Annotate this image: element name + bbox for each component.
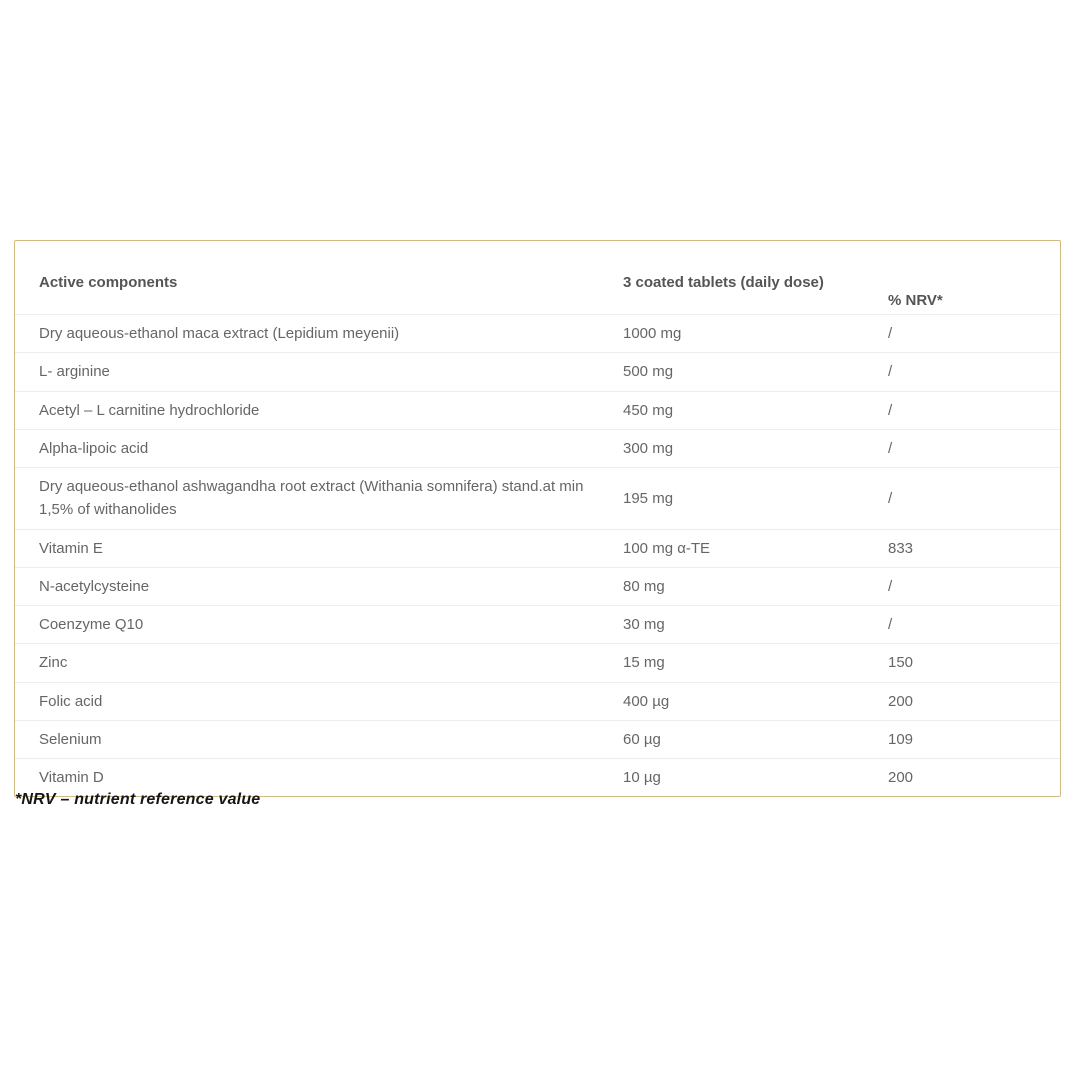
table-row [15,391,1060,429]
nrv-cell: 200 [888,769,914,786]
amount-cell: 10 µg [623,769,661,786]
amount-cell: 15 mg [623,654,665,672]
component-cell: L- arginine [39,363,110,381]
amount-cell: 60 µg [623,730,661,748]
component-cell: Vitamin D [39,769,104,786]
nrv-cell: / [888,439,893,457]
table-body [15,314,1060,796]
amount-cell: 100 mg α-TE [623,539,711,557]
table-row [15,720,1060,758]
amount-cell: 30 mg [623,616,665,633]
component-cell: Acetyl – L carnitine hydrochloride [39,401,260,419]
supplement-table [14,240,1061,797]
component-cell: Zinc [39,654,68,672]
table-row [15,643,1060,681]
header-active-components: Active components [39,274,178,291]
component-cell: Dry aqueous-ethanol ashwagandha root extract (Withania somnifera) stand.at min 1,5% of withanolides [39,478,584,519]
table-row [15,467,1060,529]
amount-cell: 300 mg [623,439,674,457]
nrv-cell: 150 [888,654,914,672]
nrv-cell: / [888,577,893,595]
nrv-cell: / [888,363,893,381]
amount-cell: 80 mg [623,577,665,595]
table-row [15,352,1060,390]
amount-cell: 1000 mg [623,325,682,342]
amount-cell: 500 mg [623,363,674,381]
nrv-cell: 200 [888,692,914,710]
table-row [15,682,1060,720]
header-daily-dose: 3 coated tablets (daily dose) [623,274,824,291]
nrv-cell: 833 [888,539,914,557]
table-row [15,567,1060,605]
component-cell: Selenium [39,730,102,748]
component-cell: Coenzyme Q10 [39,616,144,633]
component-cell: Vitamin E [39,539,103,557]
component-cell: Folic acid [39,692,103,710]
nrv-cell: 109 [888,730,914,748]
table-row [15,529,1060,567]
amount-cell: 450 mg [623,401,674,419]
component-cell: Alpha-lipoic acid [39,439,149,457]
component-cell: N-acetylcysteine [39,577,150,595]
table-row [15,605,1060,643]
nrv-footnote: *NRV – nutrient reference value [15,791,261,808]
table-row [15,429,1060,467]
table-header [15,241,1060,314]
amount-cell: 400 µg [623,692,670,710]
component-cell: Dry aqueous-ethanol maca extract (Lepidium meyenii) [39,325,400,342]
amount-cell: 195 mg [623,489,674,507]
nrv-cell: / [888,616,893,633]
table-row [15,314,1060,352]
header-nrv: % NRV* [888,292,943,309]
nrv-cell: / [888,325,893,342]
nrv-cell: / [888,489,893,507]
nrv-cell: / [888,401,893,419]
